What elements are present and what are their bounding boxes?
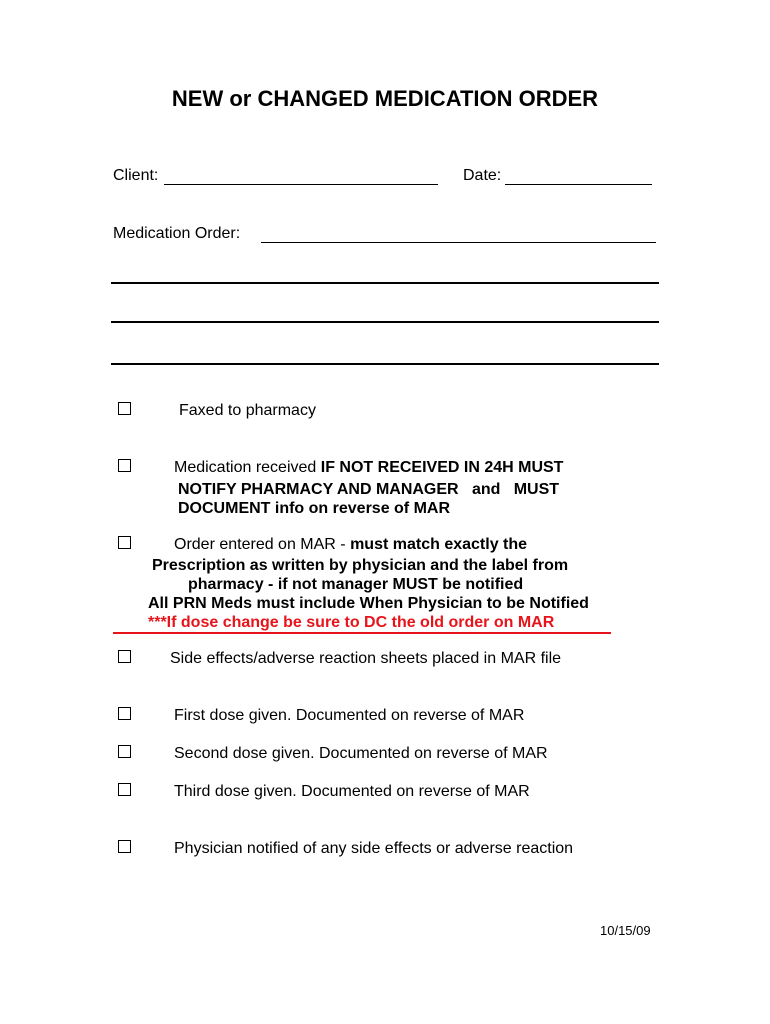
client-label: Client: <box>113 167 159 184</box>
medication-order-line-2[interactable] <box>111 321 659 323</box>
third-dose-checkbox[interactable] <box>118 783 131 796</box>
received-label: Medication received <box>174 459 321 476</box>
revision-date: 10/15/09 <box>600 923 651 938</box>
medication-order-line-3[interactable] <box>111 363 659 365</box>
received-note-1: IF NOT RECEIVED IN 24H MUST <box>320 459 564 476</box>
medication-order-line-1[interactable] <box>111 282 659 284</box>
received-note-3: DOCUMENT info on reverse of MAR <box>178 500 451 517</box>
first-dose-checkbox[interactable] <box>118 707 131 720</box>
warning-underline <box>113 632 611 634</box>
third-dose-label: Third dose given. Documented on reverse of MAR <box>174 783 530 800</box>
date-label: Date: <box>463 167 502 184</box>
received-label-line1 <box>174 459 563 477</box>
date-field[interactable] <box>505 184 652 185</box>
client-field[interactable] <box>164 184 438 185</box>
faxed-checkbox[interactable] <box>118 402 131 415</box>
physician-notified-label: Physician notified of any side effects or adverse reaction <box>174 840 574 857</box>
entered-label: Order entered on MAR - <box>174 536 351 553</box>
first-dose-label: First dose given. Documented on reverse of MAR <box>174 707 525 724</box>
entered-note-4: All PRN Meds must include When Physician to be Notified <box>148 595 589 612</box>
second-dose-checkbox[interactable] <box>118 745 131 758</box>
medication-order-label: Medication Order: <box>113 225 241 242</box>
page-title: NEW or CHANGED MEDICATION ORDER <box>171 86 599 111</box>
entered-note-3: pharmacy - if not manager MUST be notified <box>188 576 524 593</box>
side-effects-sheets-label: Side effects/adverse reaction sheets placed in MAR file <box>170 650 562 667</box>
faxed-label: Faxed to pharmacy <box>179 402 316 419</box>
received-note-2: NOTIFY PHARMACY AND MANAGER and MUST <box>178 481 560 498</box>
second-dose-label: Second dose given. Documented on reverse of MAR <box>174 745 548 762</box>
entered-note-1: must match exactly the <box>350 536 528 553</box>
physician-notified-checkbox[interactable] <box>118 840 131 853</box>
entered-checkbox[interactable] <box>118 536 131 549</box>
medication-order-field[interactable] <box>261 242 656 243</box>
dose-change-warning: ***If dose change be sure to DC the old order on MAR <box>148 614 555 631</box>
side-effects-sheets-checkbox[interactable] <box>118 650 131 663</box>
entered-label-line1 <box>174 536 527 554</box>
received-checkbox[interactable] <box>118 459 131 472</box>
entered-note-2: Prescription as written by physician and the label from <box>152 557 569 574</box>
